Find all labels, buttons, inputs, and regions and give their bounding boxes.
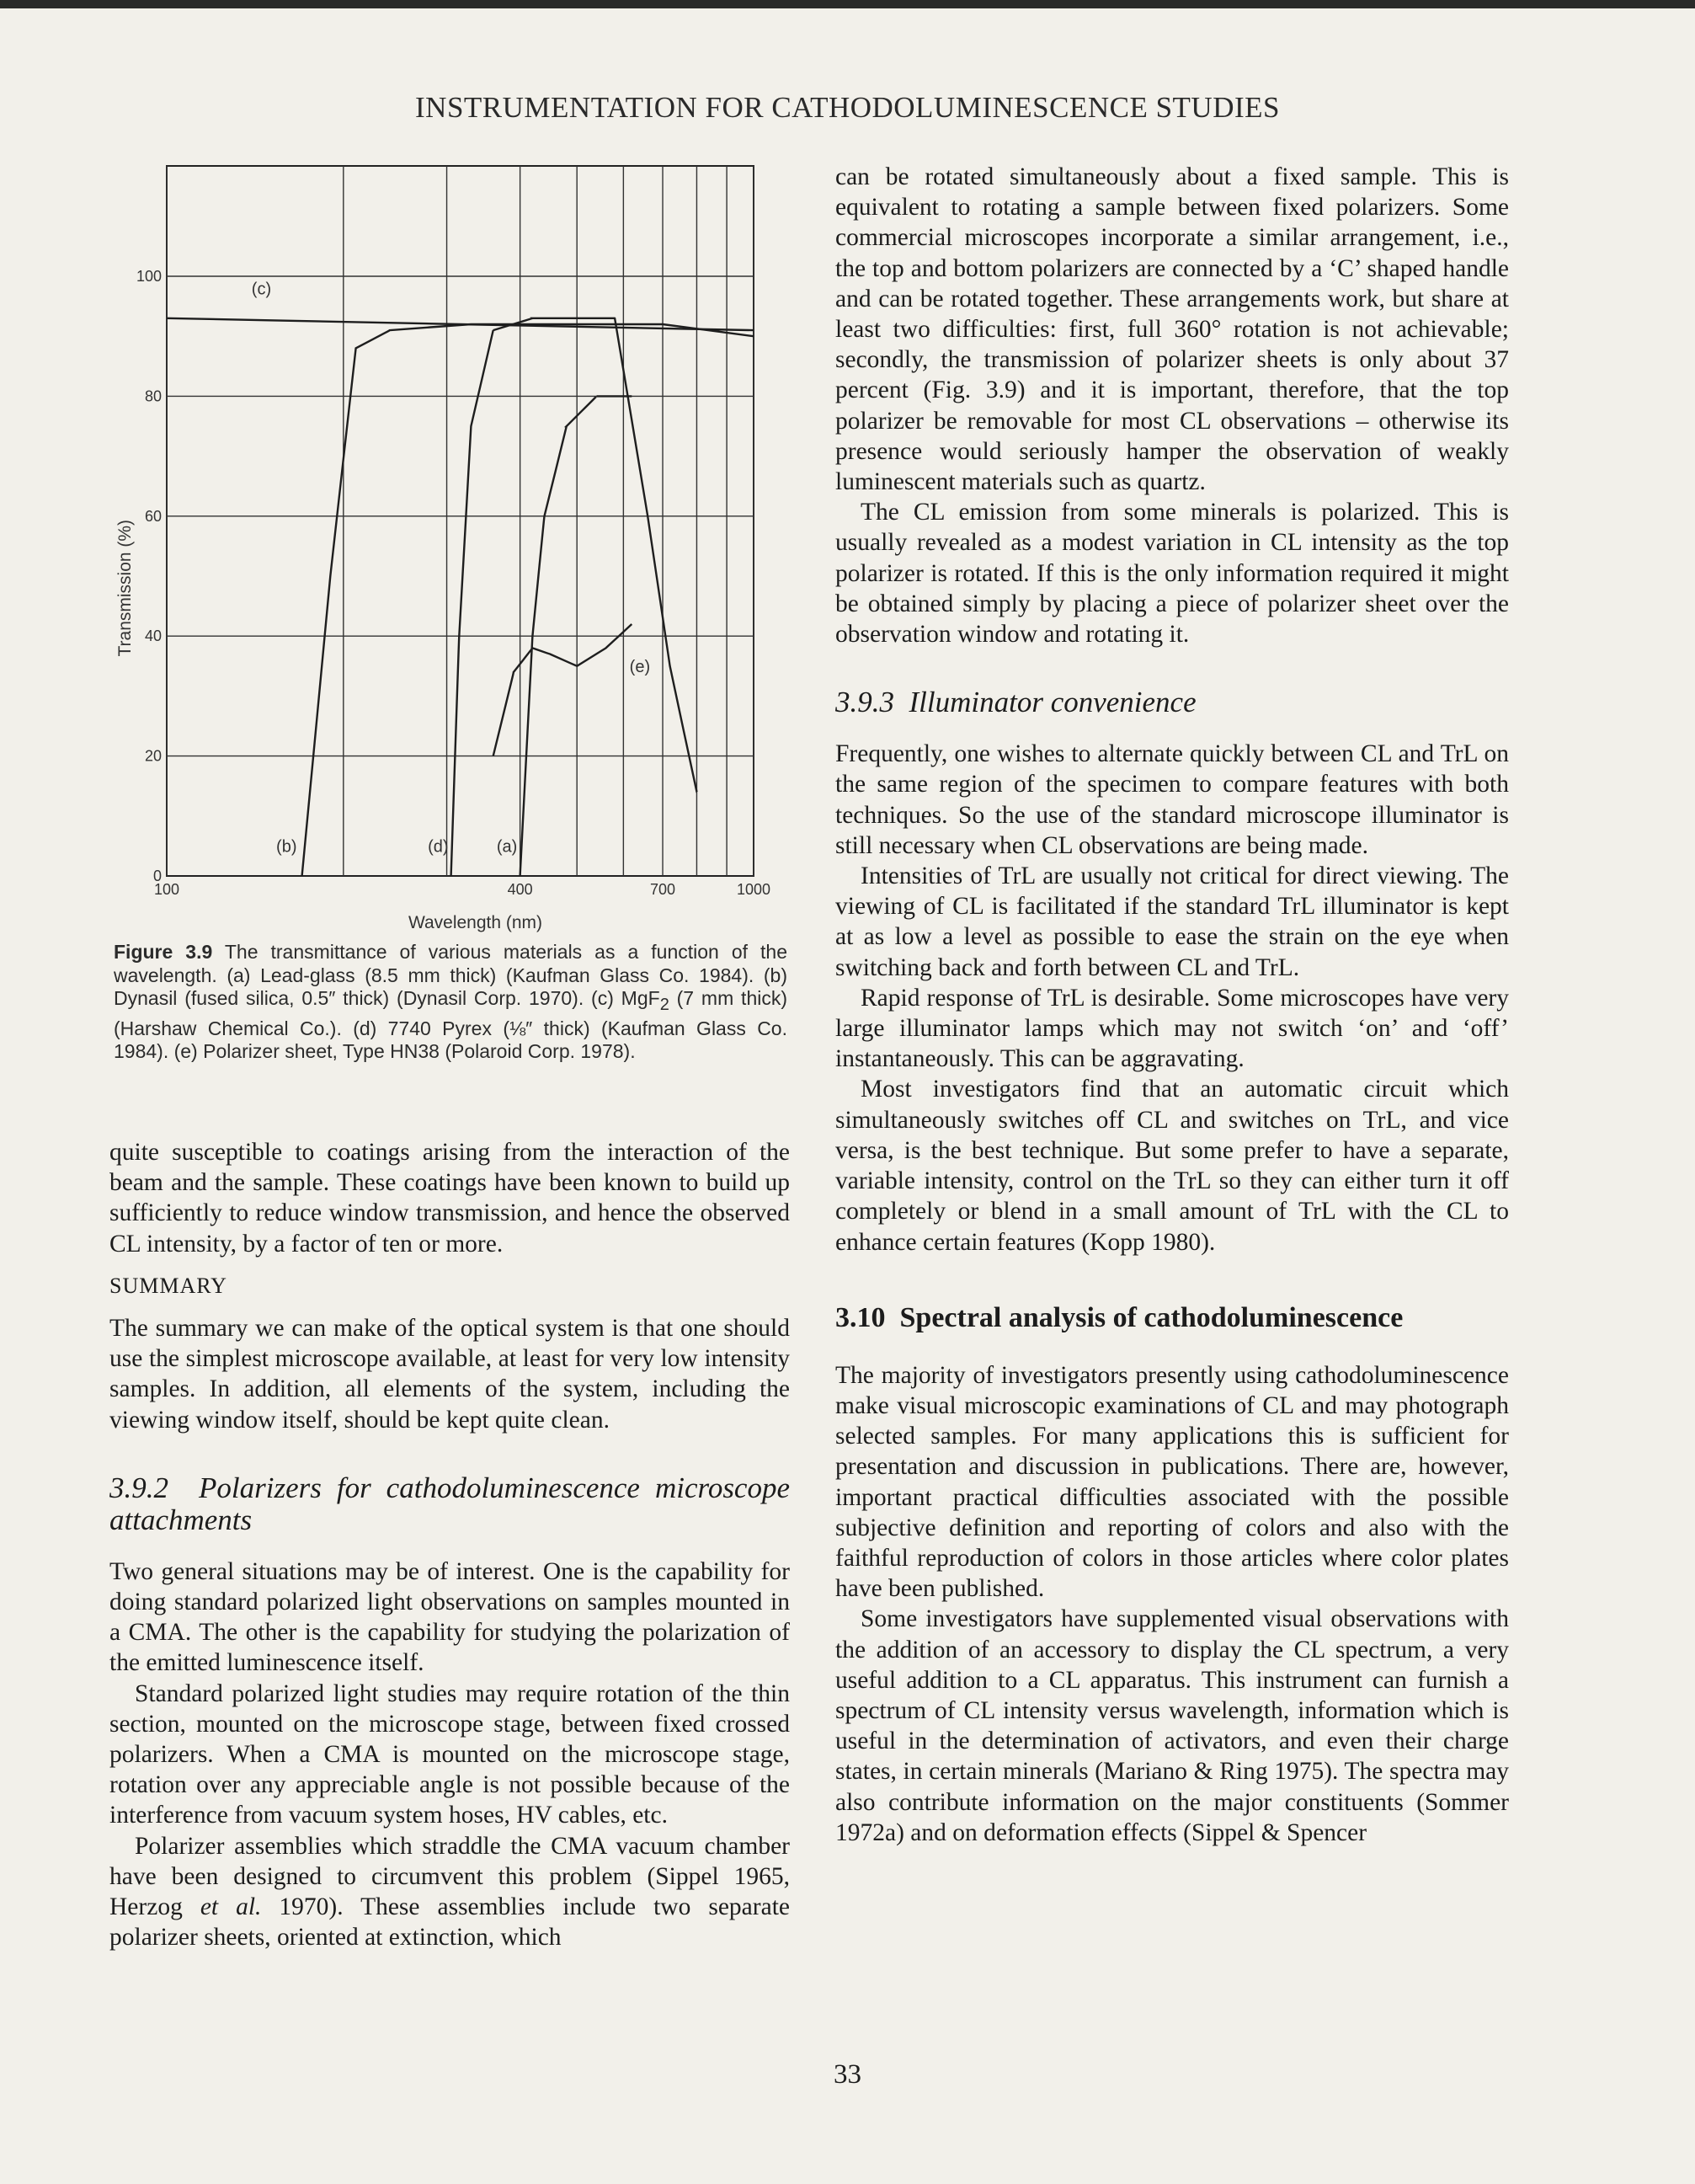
figure-label: Figure 3.9 bbox=[114, 941, 213, 963]
section-3-9-2-heading bbox=[109, 1472, 790, 1536]
y-tick-label: 40 bbox=[144, 627, 162, 645]
x-tick-label: 1000 bbox=[736, 881, 771, 898]
plot-frame bbox=[167, 166, 754, 876]
section-3-10-number: 3.10 bbox=[835, 1301, 886, 1333]
right-paragraph-7: The majority of investigators presently using cathodoluminescence make visual microscopic examinations of CL and may photograph selected samples. For many applications this is sufficient for presentation and discussion in publications. There are, however, important practical difficulties associated with the possible subjective definition and reporting of colors and also with the faithful reproduction of colors in those articles where color plates have been published. bbox=[835, 1361, 1509, 1603]
left-paragraph-summary: The summary we can make of the optical system is that one should use the simplest microscope available, at least for very low intensity samples. In addition, all elements of the system, including the viewing window itself, should be kept quite clean. bbox=[109, 1315, 790, 1434]
x-tick-label: 100 bbox=[153, 881, 180, 898]
y-tick-label: 20 bbox=[144, 747, 162, 765]
y-axis-label: Transmission (%) bbox=[115, 519, 135, 657]
right-paragraph-3: Frequently, one wishes to alternate quickly between CL and TrL on the same region of the specimen to compare features with both techniques. So the use of the standard microscope illuminator is still necessary when CL observations are being made. bbox=[835, 740, 1509, 859]
series-label-c: (c) bbox=[251, 280, 272, 299]
right-paragraph-1: can be rotated simultaneously about a fixed sample. This is equivalent to rotating a sample between fixed polarizers. Some commercial microscopes incorporate a similar arrangement, i.e., the top and bottom polarizers are connected by a ‘C’ shaped handle and can be rotated together. These arrangements work, but share at least two difficulties: first, full 360° rotation is not achievable; secondly, the transmission of polarizer sheets is only about 37 percent (Fig. 3.9) and it is important, therefore, that the top polarizer be removable for most CL observations – otherwise its presence would seriously hamper the observation of weakly luminescent materials such as quartz. bbox=[835, 163, 1509, 496]
x-tick-label: 400 bbox=[507, 881, 533, 898]
figure-caption bbox=[114, 941, 787, 1064]
y-tick-label: 100 bbox=[136, 268, 162, 285]
scan-edge bbox=[0, 0, 1695, 8]
section-3-9-2-title: Polarizers for cathodoluminescence microscope attachments bbox=[109, 1471, 791, 1536]
caption-text-2: (7 mm thick) (Harshaw Chemical Co.). (d) 7740 Pyrex (⅛″ thick) (Kaufman Glass Co. 1984). (e) Polarizer sheet, Type HN38 (Polaroid Corp. 1978). bbox=[114, 987, 788, 1062]
summary-heading: SUMMARY bbox=[109, 1273, 227, 1298]
left-paragraph-1: quite susceptible to coatings arising from the interaction of the beam and the sample. These coatings have been known to build up sufficiently to reduce window transmission, and hence the observed CL intensity, by a factor of ten or more. bbox=[109, 1139, 790, 1258]
y-tick-label: 80 bbox=[144, 387, 162, 405]
left-paragraph-5b: 1970). These assemblies include two separate polarizer sheets, oriented at extinction, which bbox=[109, 1893, 790, 1952]
section-3-9-2-number: 3.9.2 bbox=[109, 1471, 168, 1504]
page-number: 33 bbox=[834, 2059, 861, 2090]
caption-subscript: 2 bbox=[659, 996, 669, 1014]
section-3-9-3-heading bbox=[835, 686, 1509, 718]
right-paragraph-6: Most investigators find that an automatic circuit which simultaneously switches off CL and switches on TrL, and vice versa, is the best technique. But some prefer to have a separate, variable intensity, control on the TrL so they can either turn it off completely or blend in a small amount of TrL with the CL to enhance certain features (Kopp 1980). bbox=[835, 1076, 1509, 1256]
left-paragraph-5 bbox=[109, 1831, 790, 1953]
left-paragraph-5a: Polarizer assemblies which straddle the CMA vacuum chamber have been designed to circumvent this problem (Sippel 1965, Herzog bbox=[109, 1832, 790, 1921]
left-column bbox=[109, 1137, 790, 1952]
transmittance-chart-svg bbox=[109, 156, 796, 939]
series-line-e bbox=[493, 624, 632, 756]
left-paragraph-3: Two general situations may be of interest. One is the capability for doing standard polarized light observations on samples mounted in a CMA. The other is the capability for studying the polarization of the emitted luminescence itself. bbox=[109, 1557, 790, 1677]
running-head: INSTRUMENTATION FOR CATHODOLUMINESCENCE STUDIES bbox=[415, 91, 1280, 124]
caption-text-1: The transmittance of various materials as a function of the wavelength. (a) Lead-glass (8.5 mm thick) (Kaufman Glass Co. 1984). (b) Dynasil (fused silica, 0.5″ thick) (Dynasil Corp. 1970). (c) MgF bbox=[114, 941, 787, 1009]
series-line-b bbox=[302, 324, 754, 876]
series-line-d bbox=[451, 318, 697, 876]
section-3-9-3-title: Illuminator convenience bbox=[909, 686, 1197, 719]
series-label-d: (d) bbox=[428, 837, 449, 857]
figure-3-9-chart bbox=[109, 156, 796, 939]
right-paragraph-5: Rapid response of TrL is desirable. Some microscopes have very large illuminator lamps which may not switch ‘on’ and ‘off’ instantaneously. This can be aggravating. bbox=[835, 984, 1509, 1073]
left-paragraph-4: Standard polarized light studies may require rotation of the thin section, mounted on the microscope stage, between fixed crossed polarizers. When a CMA is mounted on the microscope stage, rotation over any appreciable angle is not possible because of the interference from vacuum system hoses, HV cables, etc. bbox=[109, 1679, 790, 1829]
section-3-9-3-number: 3.9.3 bbox=[835, 686, 894, 719]
series-label-b: (b) bbox=[276, 837, 297, 857]
x-tick-label: 700 bbox=[650, 881, 676, 898]
right-paragraph-4: Intensities of TrL are usually not critical for direct viewing. The viewing of CL is facilitated if the standard TrL illuminator is kept at as low a level as possible to ease the strain on the eye when switching back and forth between CL and TrL. bbox=[835, 862, 1509, 981]
right-paragraph-8: Some investigators have supplemented visual observations with the addition of an accessory to display the CL spectrum, a very useful addition to a CL apparatus. This instrument can furnish a spectrum of CL intensity versus wavelength, information which is useful in the determination of activators, and even their charge states, in certain minerals (Mariano & Ring 1975). The spectra may also contribute information on the major constituents (Sommer 1972a) and on deformation effects (Sippel & Spencer bbox=[835, 1605, 1509, 1846]
section-3-10-heading bbox=[835, 1301, 1509, 1335]
section-3-10-title: Spectral analysis of cathodoluminescence bbox=[899, 1301, 1404, 1333]
y-tick-label: 0 bbox=[152, 868, 162, 884]
x-axis-label: Wavelength (nm) bbox=[408, 913, 543, 932]
right-column bbox=[835, 162, 1509, 1848]
right-paragraph-2: The CL emission from some minerals is polarized. This is usually revealed as a modest variation in CL intensity as the top polarizer is rotated. If this is the only information required it might be obtained simply by placing a piece of polarizer sheet over the observation window and rotating it. bbox=[835, 499, 1509, 649]
y-tick-label: 60 bbox=[144, 507, 162, 525]
series-label-e: (e) bbox=[629, 657, 651, 676]
et-al: et al. bbox=[200, 1893, 262, 1921]
series-label-a: (a) bbox=[496, 837, 518, 857]
